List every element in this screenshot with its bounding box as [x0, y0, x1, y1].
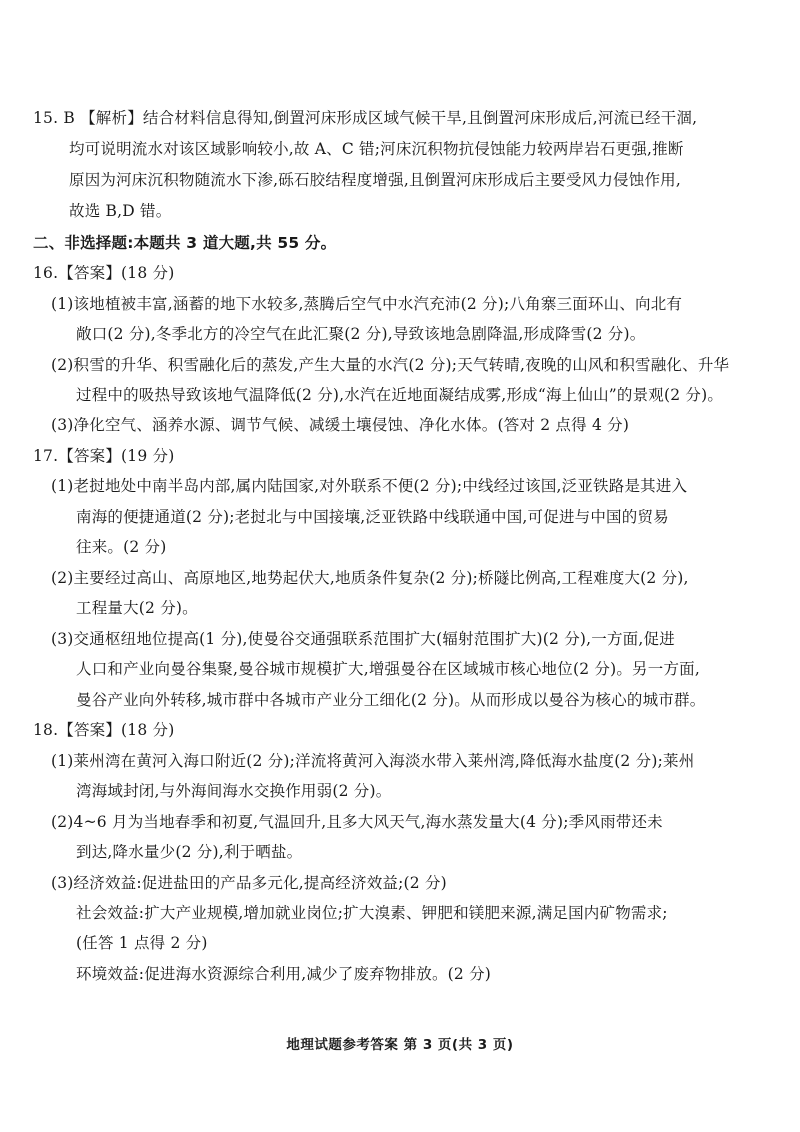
- q16-p3-line-1: (3)净化空气、涵养水源、调节气候、减缓土壤侵蚀、净化水体。(答对 2 点得 4 分): [51, 416, 630, 434]
- q18-header: 18.【答案】(18 分): [33, 721, 175, 739]
- q18-p1-line-1: (1)莱州湾在黄河入海口附近(2 分);洋流将黄河入海淡水带入莱州湾,降低海水盐度(2 分);莱州: [51, 752, 695, 770]
- q17-p2-line-2: 工程量大(2 分)。: [76, 599, 198, 617]
- q17-p1-line-1: (1)老挝地处中南半岛内部,属内陆国家,对外联系不便(2 分);中线经过该国,泛亚铁路是其进入: [51, 477, 688, 495]
- section-2-title: 二、非选择题:本题共 3 道大题,共 55 分。: [33, 234, 337, 252]
- q15-line-3: 原因为河床沉积物随流水下渗,砾石胶结程度增强,且倒置河床形成后主要受风力侵蚀作用,: [69, 171, 681, 189]
- q16-header: 16.【答案】(18 分): [33, 264, 175, 282]
- q18-p2-line-2: 到达,降水量少(2 分),利于晒盐。: [76, 843, 303, 861]
- q16-p1-line-1: (1)该地植被丰富,涵蓄的地下水较多,蒸腾后空气中水汽充沛(2 分);八角寨三面环山、向北有: [51, 295, 683, 313]
- q17-p2-line-1: (2)主要经过高山、高原地区,地势起伏大,地质条件复杂(2 分);桥隧比例高,工程难度大(2 分),: [51, 569, 689, 587]
- q18-p3-line-3: (任答 1 点得 2 分): [76, 934, 208, 952]
- q16-p2-line-1: (2)积雪的升华、积雪融化后的蒸发,产生大量的水汽(2 分);天气转晴,夜晚的山风和积雪融化、升华: [51, 356, 730, 374]
- q17-header: 17.【答案】(19 分): [33, 447, 175, 465]
- q17-p3-line-3: 曼谷产业向外转移,城市群中各城市产业分工细化(2 分)。从而形成以曼谷为核心的城市群。: [76, 691, 706, 709]
- q17-p1-line-3: 往来。(2 分): [76, 538, 167, 556]
- q16-p2-line-2: 过程中的吸热导致该地气温降低(2 分),水汽在近地面凝结成雾,形成“海上仙山”的景观(2 分)。: [76, 386, 724, 404]
- q17-p3-line-2: 人口和产业向曼谷集聚,曼谷城市规模扩大,增强曼谷在区域城市核心地位(2 分)。另一方面,: [76, 660, 700, 678]
- q16-p1-line-2: 敞口(2 分),冬季北方的冷空气在此汇聚(2 分),导致该地急剧降温,形成降雪(2 分)。: [76, 325, 646, 343]
- q18-p3-line-2: 社会效益:扩大产业规模,增加就业岗位;扩大溴素、钾肥和镁肥来源,满足国内矿物需求;: [76, 904, 668, 922]
- q18-p2-line-1: (2)4~6 月为当地春季和初夏,气温回升,且多大风天气,海水蒸发量大(4 分);季风雨带还未: [51, 813, 663, 831]
- q18-p3-line-1: (3)经济效益:促进盐田的产品多元化,提高经济效益;(2 分): [51, 874, 447, 892]
- page-footer: 地理试题参考答案 第 3 页(共 3 页): [286, 1037, 514, 1053]
- q15-line-4: 故选 B,D 错。: [69, 202, 172, 220]
- q17-p3-line-1: (3)交通枢纽地位提高(1 分),使曼谷交通强联系范围扩大(辐射范围扩大)(2 分),一方面,促进: [51, 630, 675, 648]
- q15-line-1: 15. B 【解析】结合材料信息得知,倒置河床形成区域气候干旱,且倒置河床形成后,河流已经干涸,: [33, 109, 698, 127]
- q17-p1-line-2: 南海的便捷通道(2 分);老挝北与中国接壤,泛亚铁路中线联通中国,可促进与中国的贸易: [76, 508, 669, 526]
- q15-line-2: 均可说明流水对该区域影响较小,故 A、C 错;河床沉积物抗侵蚀能力较两岸岩石更强,推断: [69, 140, 684, 158]
- q18-p3-line-4: 环境效益:促进海水资源综合利用,减少了废弃物排放。(2 分): [76, 965, 492, 983]
- q18-p1-line-2: 湾海域封闭,与外海间海水交换作用弱(2 分)。: [76, 782, 392, 800]
